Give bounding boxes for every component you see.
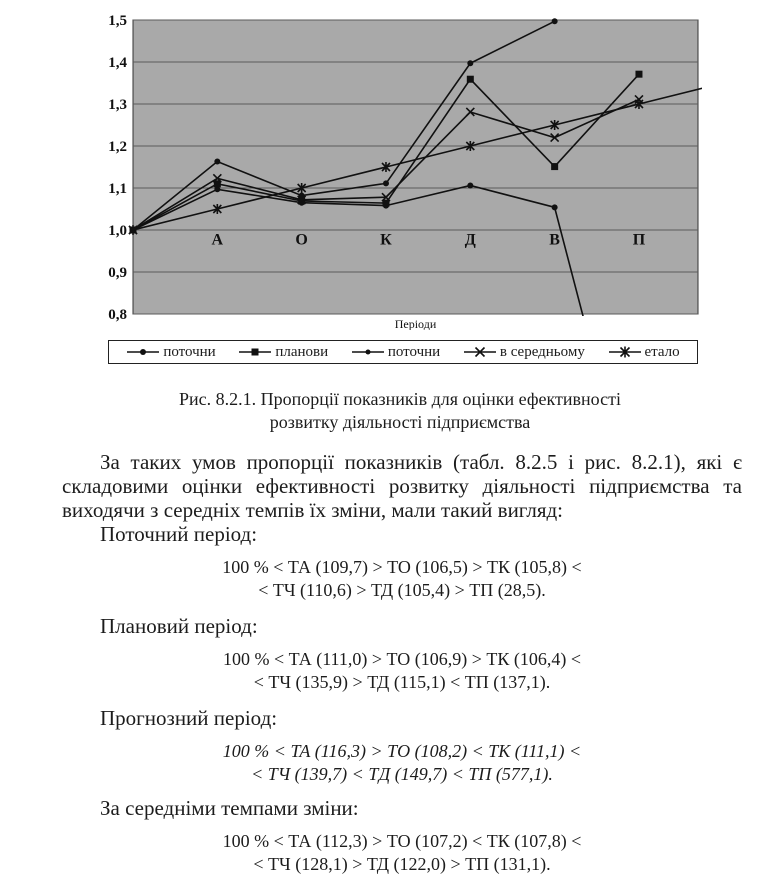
y-tick-label: 1,1 bbox=[108, 181, 127, 197]
caption-line-1: Рис. 8.2.1. Пропорції показників для оцінки ефективності bbox=[179, 389, 621, 409]
chart-legend bbox=[108, 340, 698, 364]
legend-star-line-icon bbox=[608, 346, 642, 358]
formula-average-line-2: < ТЧ (128,1) > ТД (122,0) > ТП (131,1). bbox=[253, 854, 551, 874]
x-category-label: К bbox=[380, 231, 392, 249]
x-axis-title: Періоди bbox=[394, 317, 437, 330]
figure-caption bbox=[90, 388, 710, 434]
data-point bbox=[635, 71, 642, 78]
data-point bbox=[552, 18, 558, 24]
section-heading-average: За середніми темпами зміни: bbox=[100, 796, 359, 820]
y-tick-label: 0,8 bbox=[108, 307, 127, 323]
data-point bbox=[467, 76, 474, 83]
legend-item-series-4 bbox=[463, 344, 585, 361]
legend-label: поточни bbox=[163, 343, 216, 360]
formula-planned-line-2: < ТЧ (135,9) > ТД (115,1) < ТП (137,1). bbox=[253, 672, 551, 692]
y-tick-label: 1,2 bbox=[108, 139, 127, 155]
x-category-label: А bbox=[211, 231, 224, 249]
data-point bbox=[214, 159, 220, 165]
formula-average-line-1: 100 % < ТА (112,3) > ТО (107,2) < ТК (107,8) < bbox=[222, 831, 582, 851]
legend-item-series-3 bbox=[351, 344, 440, 361]
legend-dot-line-icon bbox=[126, 346, 160, 358]
legend-dot-line-icon bbox=[351, 346, 385, 358]
legend-item-series-1 bbox=[126, 344, 215, 361]
y-tick-label: 1,5 bbox=[108, 13, 127, 29]
data-point bbox=[383, 180, 389, 186]
legend-square-line-icon bbox=[238, 346, 272, 358]
y-tick-label: 1,3 bbox=[108, 97, 127, 113]
legend-x-line-icon bbox=[463, 346, 497, 358]
caption-line-2: розвитку діяльності підприємства bbox=[269, 412, 531, 432]
legend-label: в середньому bbox=[499, 343, 585, 360]
legend-item-series-5 bbox=[608, 344, 680, 361]
formula-forecast-line-2: < ТЧ (139,7) < ТД (149,7) < ТП (577,1). bbox=[251, 764, 553, 784]
y-tick-label: 1,0 bbox=[108, 223, 127, 239]
y-tick-label: 0,9 bbox=[108, 265, 127, 281]
section-heading-forecast: Прогнозний період: bbox=[100, 706, 278, 730]
formula-forecast-line-1: 100 % < ТА (116,3) > ТО (108,2) < ТК (111,1) < bbox=[222, 741, 582, 761]
chart bbox=[90, 0, 710, 330]
chart-svg bbox=[90, 0, 710, 330]
legend-label: етало bbox=[644, 343, 680, 360]
formula-current-line-1: 100 % < ТА (109,7) > ТО (106,5) > ТК (105,8) < bbox=[222, 557, 582, 577]
x-category-label: П bbox=[632, 231, 646, 249]
formula-current-line-2: < ТЧ (110,6) > ТД (105,4) > ТП (28,5). bbox=[258, 580, 546, 600]
data-point bbox=[551, 163, 558, 170]
legend-item-series-2 bbox=[238, 344, 328, 361]
x-category-label: О bbox=[295, 231, 308, 249]
y-tick-label: 1,4 bbox=[108, 55, 127, 71]
section-heading-current: Поточний період: bbox=[100, 522, 258, 546]
data-point bbox=[467, 60, 473, 66]
legend-label: поточни bbox=[387, 343, 441, 360]
legend-label: планови bbox=[275, 343, 329, 360]
data-point bbox=[467, 182, 473, 188]
section-heading-planned: Плановий період: bbox=[100, 614, 258, 638]
formula-planned-line-1: 100 % < ТА (111,0) > ТО (106,9) > ТК (106,4) < bbox=[222, 649, 582, 669]
x-category-label: В bbox=[549, 231, 560, 249]
body-paragraph: За таких умов пропорції показників (табл. 8.2.5 і рис. 8.2.1), які є складовими оцінки ефективності розвитку діяльності підприємства та виходячи з середніх темпів їх зміни, мали такий вигляд: bbox=[62, 450, 742, 522]
x-category-label: Д bbox=[464, 231, 476, 249]
data-point bbox=[552, 204, 558, 210]
